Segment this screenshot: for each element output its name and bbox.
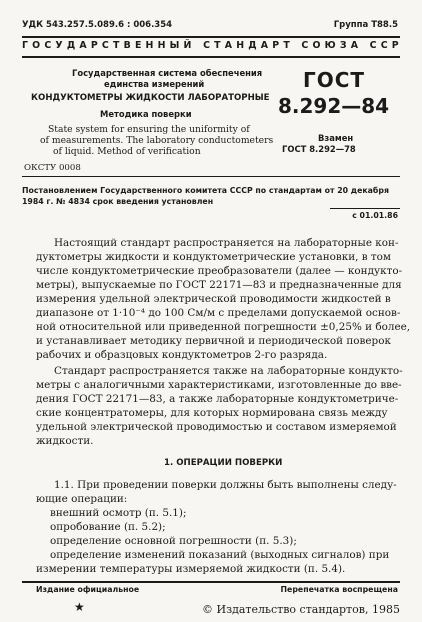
body-line: дуктометры жидкости и кондуктометрические установки, в том (36, 251, 391, 263)
decree-line-1: Постановлением Государственного комитета СССР по стандартам от 20 декабря (22, 186, 389, 195)
body-line: ной относительной или приведенной погрешности ±0,25% и более, (36, 321, 411, 333)
standard-banner: ГОСУДАРСТВЕННЫЙ СТАНДАРТ СОЮЗА ССР (22, 40, 403, 51)
body-line: 1.1. При проведении поверки должны быть выполнены следу- (54, 479, 397, 491)
udk-code: УДК 543.257.5.089.6 : 006.354 (22, 20, 173, 30)
body-line: числе кондуктометрические преобразователи (далее — кондукто- (36, 265, 403, 277)
english-title-line-2: of measurements. The laboratory conductometers (40, 135, 274, 146)
body-line: жидкости. (36, 435, 94, 447)
body-line: рабочих и образцовых кондуктометров 2-го разряда. (36, 349, 328, 361)
banner-rule (22, 56, 400, 58)
body-line: и устанавливает методику первичной и периодической поверок (36, 335, 391, 347)
operation-item: определение изменений показаний (выходных сигналов) при (50, 549, 390, 561)
operation-item: опробование (п. 5.2); (50, 521, 166, 533)
footer-rule (22, 581, 400, 583)
english-title-line-3: of liquid. Method of verification (53, 146, 201, 157)
body-line: Настоящий стандарт распространяется на лабораторные кон- (54, 237, 399, 249)
okstu-code: ОКСТУ 0008 (24, 163, 81, 173)
star-mark: ★ (74, 600, 85, 614)
system-line-2: единства измерений (104, 79, 205, 89)
body-line: метры с аналогичными характеристиками, изготовленные до вве- (36, 379, 402, 391)
decree-line-2: 1984 г. № 4834 срок введения установлен (22, 197, 214, 206)
top-rule (22, 36, 400, 38)
body-line: дения ГОСТ 22171—83, а также лабораторные кондуктометриче- (36, 393, 399, 405)
section-title: 1. ОПЕРАЦИИ ПОВЕРКИ (164, 458, 283, 468)
operation-item: измерении температуры измеряемой жидкости (п. 5.4). (36, 563, 346, 575)
body-line: Стандарт распространяется также на лабораторные кондукто- (54, 365, 403, 377)
document-title: КОНДУКТОМЕТРЫ ЖИДКОСТИ ЛАБОРАТОРНЫЕ (31, 93, 270, 103)
group-code: Группа Т88.5 (333, 20, 398, 30)
operation-item: внешний осмотр (п. 5.1); (50, 507, 187, 519)
copyright-notice: © Издательство стандартов, 1985 (202, 603, 400, 616)
gost-number: 8.292—84 (278, 94, 390, 118)
system-line-1: Государственная система обеспечения (72, 68, 263, 78)
body-line: измерения удельной электрической проводимости жидкостей в (36, 293, 391, 305)
english-title-line-1: State system for ensuring the uniformity of (48, 124, 250, 135)
official-edition-label: Издание официальное (36, 585, 140, 594)
replaces-label: Взамен (318, 133, 354, 143)
decree-date-rule (330, 208, 400, 209)
gost-label: ГОСТ (303, 68, 366, 92)
body-line: удельной электрической проводимостью и составом измеряемой (36, 421, 397, 433)
reprint-prohibited-label: Перепечатка воспрещена (280, 585, 398, 594)
okstu-rule (22, 176, 400, 177)
body-line: ющие операции: (36, 493, 128, 505)
body-line: метры), выпускаемые по ГОСТ 22171—83 и предназначенные для (36, 279, 402, 291)
operation-item: определение основной погрешности (п. 5.3); (50, 535, 297, 547)
document-subtitle: Методика поверки (100, 109, 192, 119)
body-line: ские концентратомеры, для которых нормирована связь между (36, 407, 388, 419)
replaces-value: ГОСТ 8.292—78 (282, 144, 356, 154)
body-line: диапазоне от 1·10⁻⁴ до 100 См/м с пределами допускаемой основ- (36, 307, 401, 319)
decree-date: с 01.01.86 (352, 211, 398, 220)
